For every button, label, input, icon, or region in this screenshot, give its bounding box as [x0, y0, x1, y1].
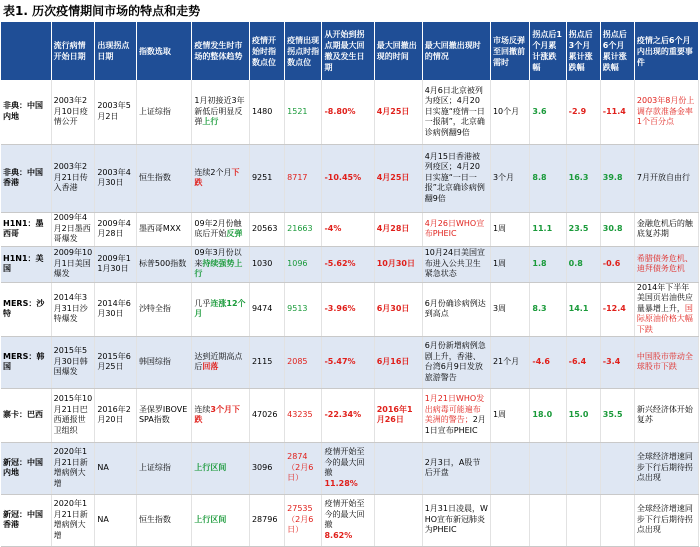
drawdown-label: 疫情开始至今的最大回撤 — [324, 499, 365, 529]
event-name: H1N1：墨西哥 — [1, 212, 51, 246]
event-name: H1N1：美国 — [1, 246, 51, 282]
change-1m: 8.8 — [530, 144, 566, 212]
trend-text: 连续 — [194, 404, 211, 414]
index-name: 圣保罗IBOVESPA指数 — [136, 388, 191, 442]
event-name: 寨卡：巴西 — [1, 388, 51, 442]
change-3m: 0.8 — [566, 246, 600, 282]
start-date: 2009年10月1日美国爆发 — [51, 246, 95, 282]
start-point: 9474 — [249, 282, 284, 336]
trend-text: 达到近期高点后 — [194, 351, 243, 371]
index-name: 标普500指数 — [136, 246, 191, 282]
trend-text: 09年3月份以来 — [194, 248, 242, 268]
header-cell: 拐点后6个月累计涨跌幅 — [600, 22, 634, 80]
drawdown-situation: 4月6日北京被列为疫区；4月20日实施“疫情一日一报制”，北京确诊病例翻9倍 — [422, 80, 490, 144]
index-name: 沙特全指 — [136, 282, 191, 336]
table-row — [1, 494, 699, 546]
event-name: 非典：中国香港 — [1, 144, 51, 212]
rebound-time: 3周 — [490, 282, 529, 336]
turn-point: 2085 — [285, 336, 322, 388]
table-row — [1, 388, 699, 442]
turn-date: 2016年2月20日 — [95, 388, 137, 442]
drawdown-situation: 10月24日美国宣布进入公共卫生紧急状态 — [422, 246, 490, 282]
header-cell: 最大回撤出现时的情况 — [422, 22, 490, 80]
header-cell: 疫情之后6个月内出现的重要事件 — [634, 22, 698, 80]
turn-date: 2009年11月30日 — [95, 246, 137, 282]
rebound-time: 1周 — [490, 246, 529, 282]
header-cell: 流行病情开始日期 — [51, 22, 95, 80]
market-trend — [192, 282, 250, 336]
table-row — [1, 144, 699, 212]
max-drawdown: -5.62% — [322, 246, 374, 282]
drawdown-situation: 2月3日，A股节后开盘 — [422, 442, 490, 494]
index-name: 上证综指 — [136, 80, 191, 144]
start-date: 2003年2月10日疫情公开 — [51, 80, 95, 144]
index-name: 恒生指数 — [136, 144, 191, 212]
change-1m: 11.1 — [530, 212, 566, 246]
change-3m: 16.3 — [566, 144, 600, 212]
change-1m: 8.3 — [530, 282, 566, 336]
header-cell: 指数选取 — [136, 22, 191, 80]
change-6m: -12.4 — [600, 282, 634, 336]
drawdown-situation: 1月31日凌晨，WHO宣布新冠肺炎为PHEIC — [422, 494, 490, 546]
start-date: 2020年1月21日新增病例大增 — [51, 442, 95, 494]
start-point: 1030 — [249, 246, 284, 282]
drawdown-date: 6月30日 — [374, 282, 422, 336]
market-trend — [192, 494, 250, 546]
start-point: 1480 — [249, 80, 284, 144]
turn-date: 2009年4月28日 — [95, 212, 137, 246]
situation-highlight: 1月21日WHO发出病毒可能遍布美洲的警告； — [424, 394, 485, 424]
change-3m: -2.9 — [566, 80, 600, 144]
turn-date: NA — [95, 442, 137, 494]
table-row — [1, 80, 699, 144]
rebound-time: 3个月 — [490, 144, 529, 212]
trend-text: 09年2月份触底后开始 — [194, 218, 242, 238]
change-6m — [600, 494, 634, 546]
drawdown-date: 4月25日 — [374, 80, 422, 144]
change-3m: 15.0 — [566, 388, 600, 442]
header-cell: 出现拐点日期 — [95, 22, 137, 80]
drawdown-date: 4月25日 — [374, 144, 422, 212]
change-1m — [530, 442, 566, 494]
key-events: 金融危机后的触底复苏期 — [634, 212, 698, 246]
change-1m: 3.6 — [530, 80, 566, 144]
change-1m — [530, 494, 566, 546]
market-trend — [192, 246, 250, 282]
event-name: 新冠：中国香港 — [1, 494, 51, 546]
events-text: 2014年下半年美国页岩油供应量暴增上升， — [636, 282, 693, 313]
table-row — [1, 246, 699, 282]
turn-date: NA — [95, 494, 137, 546]
turn-point: 9513 — [285, 282, 322, 336]
drawdown-date — [374, 442, 422, 494]
turn-point: 21663 — [285, 212, 322, 246]
max-drawdown: -22.34% — [322, 388, 374, 442]
header-row — [1, 22, 699, 80]
index-name: 上证综指 — [136, 442, 191, 494]
change-6m: -0.6 — [600, 246, 634, 282]
event-name: 非典：中国内地 — [1, 80, 51, 144]
change-1m: 1.8 — [530, 246, 566, 282]
turn-point: 1096 — [285, 246, 322, 282]
change-1m: 18.0 — [530, 388, 566, 442]
start-point: 3096 — [249, 442, 284, 494]
table-row — [1, 336, 699, 388]
epidemic-market-table — [1, 22, 699, 547]
change-3m — [566, 442, 600, 494]
rebound-time: 1周 — [490, 388, 529, 442]
start-point: 2115 — [249, 336, 284, 388]
start-date: 2003年2月21日传入香港 — [51, 144, 95, 212]
index-name: 韩国综指 — [136, 336, 191, 388]
trend-highlight: 3个月下跌 — [194, 404, 240, 424]
header-cell: 拐点后3个月累计涨跌幅 — [566, 22, 600, 80]
change-6m — [600, 442, 634, 494]
start-point: 9251 — [249, 144, 284, 212]
change-3m: 14.1 — [566, 282, 600, 336]
turn-point: 27535（2月6日） — [285, 494, 322, 546]
turn-date: 2014年6月30日 — [95, 282, 137, 336]
start-date: 2014年3月31日沙特爆发 — [51, 282, 95, 336]
trend-text: 连续2个月 — [194, 167, 232, 177]
index-name: 墨西哥MXX — [136, 212, 191, 246]
drawdown-date: 10月30日 — [374, 246, 422, 282]
trend-highlight: 上行 — [202, 117, 219, 126]
drawdown-situation: 4月15日香港被列疫区；4月20日实施“一日一报”北京确诊病例翻9倍 — [422, 144, 490, 212]
key-events: 2003年8月份上调存款准备金率1个百分点 — [634, 80, 698, 144]
turn-point: 8717 — [285, 144, 322, 212]
change-3m: 23.5 — [566, 212, 600, 246]
start-date: 2009年4月2日墨西哥爆发 — [51, 212, 95, 246]
drawdown-situation — [422, 388, 490, 442]
drawdown-date: 2016年1月26日 — [374, 388, 422, 442]
drawdown-value: 8.62% — [324, 530, 353, 540]
market-trend — [192, 442, 250, 494]
change-3m — [566, 494, 600, 546]
turn-point: 43235 — [285, 388, 322, 442]
turn-date: 2003年5月2日 — [95, 80, 137, 144]
start-date: 2015年5月30日韩国爆发 — [51, 336, 95, 388]
trend-highlight: 持续强势上行 — [194, 258, 243, 279]
start-point: 28796 — [249, 494, 284, 546]
drawdown-date: 6月16日 — [374, 336, 422, 388]
drawdown-label: 疫情开始至今的最大回撤 — [324, 447, 365, 477]
header-cell — [1, 22, 51, 80]
rebound-time: 10个月 — [490, 80, 529, 144]
header-cell: 疫情出现拐点时指数点位 — [285, 22, 322, 80]
table-row — [1, 212, 699, 246]
rebound-time: 21个月 — [490, 336, 529, 388]
max-drawdown: -8.80% — [322, 80, 374, 144]
header-cell: 从开始到拐点期最大回撤及发生日期 — [322, 22, 374, 80]
trend-highlight: 反弹 — [226, 229, 243, 238]
start-date: 2020年1月21日新增病例大增 — [51, 494, 95, 546]
rebound-time — [490, 442, 529, 494]
key-events: 希腊债务危机、迪拜债务危机 — [634, 246, 698, 282]
max-drawdown — [322, 494, 374, 546]
market-trend — [192, 80, 250, 144]
key-events — [634, 282, 698, 336]
trend-highlight: 上行区间 — [194, 462, 227, 472]
drawdown-date — [374, 494, 422, 546]
market-trend — [192, 388, 250, 442]
start-point: 20563 — [249, 212, 284, 246]
turn-date: 2003年4月30日 — [95, 144, 137, 212]
table-row — [1, 442, 699, 494]
change-1m: -4.6 — [530, 336, 566, 388]
max-drawdown: -3.96% — [322, 282, 374, 336]
header-cell: 最大回撤出现的时间 — [374, 22, 422, 80]
index-name: 恒生指数 — [136, 494, 191, 546]
situation-text: 2月1日宣布PHEIC — [424, 415, 486, 435]
trend-text: 几乎 — [194, 298, 211, 308]
trend-highlight: 回落 — [202, 362, 219, 371]
turn-date: 2015年6月25日 — [95, 336, 137, 388]
drawdown-date: 4月28日 — [374, 212, 422, 246]
event-name: MERS：韩国 — [1, 336, 51, 388]
key-events: 新兴经济体开始复苏 — [634, 388, 698, 442]
header-cell: 市场反弹至回撤前需时 — [490, 22, 529, 80]
max-drawdown: -10.45% — [322, 144, 374, 212]
event-name: 新冠：中国内地 — [1, 442, 51, 494]
header-cell: 疫情开始时指数点位 — [249, 22, 284, 80]
trend-highlight: 连涨12个月 — [194, 298, 246, 318]
header-cell: 疫情发生时市场的整体趋势 — [192, 22, 250, 80]
drawdown-value: 11.28% — [324, 478, 358, 488]
header-cell: 拐点后1个月累计涨跌幅 — [530, 22, 566, 80]
change-3m: -6.4 — [566, 336, 600, 388]
market-trend — [192, 336, 250, 388]
start-date: 2015年10月21日巴西通报世卫组织 — [51, 388, 95, 442]
change-6m: -3.4 — [600, 336, 634, 388]
market-trend — [192, 212, 250, 246]
key-events: 7月开放自由行 — [634, 144, 698, 212]
drawdown-situation: 4月26日WHO宣布PHEIC — [422, 212, 490, 246]
table-row — [1, 282, 699, 336]
change-6m: 39.8 — [600, 144, 634, 212]
trend-highlight: 上行区间 — [194, 514, 227, 524]
change-6m: -11.4 — [600, 80, 634, 144]
trend-highlight: 下跌 — [194, 167, 240, 187]
events-highlight: 国际原油价格大幅下跌 — [636, 303, 693, 334]
drawdown-situation: 6月份新增病例急剧上升，香港、台湾6月9日发放旅游警告 — [422, 336, 490, 388]
start-point: 47026 — [249, 388, 284, 442]
key-events: 中国股市带动全球股市下跌 — [634, 336, 698, 388]
event-name: MERS：沙特 — [1, 282, 51, 336]
max-drawdown: -5.47% — [322, 336, 374, 388]
turn-point: 2874（2月6日） — [285, 442, 322, 494]
market-trend — [192, 144, 250, 212]
trend-text: 1月初接近3年新低后明显反弹 — [194, 96, 245, 126]
drawdown-situation: 6月份确诊病例达到高点 — [422, 282, 490, 336]
rebound-time — [490, 494, 529, 546]
change-6m: 35.5 — [600, 388, 634, 442]
turn-point: 1521 — [285, 80, 322, 144]
key-events: 全球经济增速同步下行后期待拐点出现 — [634, 442, 698, 494]
rebound-time: 1周 — [490, 212, 529, 246]
key-events: 全球经济增速同步下行后期待拐点出现 — [634, 494, 698, 546]
change-6m: 30.8 — [600, 212, 634, 246]
max-drawdown: -4% — [322, 212, 374, 246]
table-title: 表1. 历次疫情期间市场的特点和走势 — [3, 4, 201, 18]
max-drawdown — [322, 442, 374, 494]
